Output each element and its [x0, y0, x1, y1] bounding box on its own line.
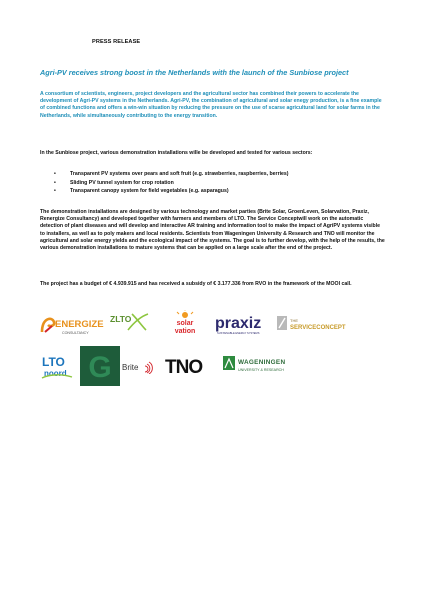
lead-paragraph: A consortium of scientists, engineers, project developers and the agricultural sector has combined their powers to accelerate the development of Agri-PV systems in the Netherlands. Agri-PV, the combination of agricultural and solar enegy production, is a fine example of combined functions and offers a win-win situation by reducing the pressure on the use of scarse agricultural land for solar farms in the Netherlands, while simultaneously contributing to the energy transition. — [40, 91, 382, 119]
list-item-text: Sliding PV tunnel system for crop rotation — [70, 179, 174, 186]
list-item — [52, 188, 382, 195]
solarvation-line2: vation — [174, 328, 196, 335]
tno-wordmark: TNO — [165, 357, 203, 377]
zlto-logo — [108, 310, 150, 332]
service-concept-logo — [276, 314, 348, 334]
list-item-text: Transparent PV systems over pears and soft fruit (e.g. strawberries, raspberries, berries) — [70, 171, 289, 177]
wageningen-subtitle: UNIVERSITY & RESEARCH — [238, 368, 284, 372]
demonstration-paragraph: The demonstration installations are designed by various technology and market parties (Brite Solar, GroenLeven, Solarvation, Praxiz, Renergize Consultancy) and developed together with farmers and members of LTO. The Service Conceptwill work on the automatic detection of plant diseases and will develop and interactive AR training and information tool to make the impact of AgriPV systems visible to installers, as well as to poly makers and local residents. Scientists from Wageningen University & Research and TNO will monitor the agricultural and solar energy yields and the ecological impact of the systems. The goal is to further develop, with the help of the results, the various demonstration installations to mature systems that can be applied on a large scale after the end of the project. — [40, 209, 385, 252]
zlto-wordmark: ZLTO — [110, 314, 132, 324]
renergize-subtitle: CONSULTANCY — [62, 331, 89, 335]
brite-solar-logo — [121, 358, 155, 374]
intro-paragraph: In the Sunbiose project, various demonstration installations wille be developed and tested for various sectors: — [40, 150, 313, 156]
lto-noord-line2: noord — [44, 369, 67, 378]
service-concept-mark-icon — [277, 316, 287, 330]
groenleven-letter: G — [88, 351, 112, 384]
wageningen-wordmark: WAGENINGEN — [238, 359, 286, 366]
brite-wordmark: Brite — [122, 363, 139, 372]
groenleven-logo — [80, 346, 120, 386]
signal-arcs-icon — [145, 362, 152, 374]
renergize-wordmark: ENERGIZE — [55, 319, 104, 330]
lto-noord-logo — [40, 354, 76, 380]
list-item — [52, 180, 382, 187]
renergize-logo — [40, 312, 110, 336]
lto-noord-line1: LTO — [42, 355, 65, 369]
list-item-text: Transparent canopy system for field vegetables (e.g. asparagus) — [70, 188, 229, 195]
wageningen-logo — [222, 354, 288, 376]
press-release-label: PRESS RELEASE — [92, 39, 141, 45]
praxiz-logo — [214, 312, 272, 336]
sun-icon — [177, 310, 193, 318]
headline: Agri-PV receives strong boost in the Netherlands with the launch of the Sunbiose project — [40, 68, 349, 77]
service-concept-line1: THE — [290, 318, 298, 323]
tno-logo — [164, 355, 210, 377]
wageningen-mark-icon — [223, 356, 235, 370]
praxiz-subtitle: SUSTAINABLE ENERGY SYSTEMS — [217, 332, 260, 335]
service-concept-line2: SERVICECONCEPT — [290, 325, 346, 331]
bullet-icon: • — [54, 179, 56, 186]
solarvation-logo — [168, 310, 202, 336]
solarvation-line1: solar — [176, 320, 194, 327]
bullet-icon: • — [54, 188, 56, 195]
r-swirl-icon — [42, 319, 54, 332]
budget-paragraph: The project has a budget of € 4.939.915 and has received a subsidy of € 3.177.336 from RVO in the framework of the MOOI call. — [40, 281, 352, 287]
sector-list — [52, 171, 382, 197]
list-item — [52, 171, 382, 178]
bullet-icon: • — [54, 171, 56, 177]
praxiz-wordmark: praxiz — [215, 315, 262, 332]
